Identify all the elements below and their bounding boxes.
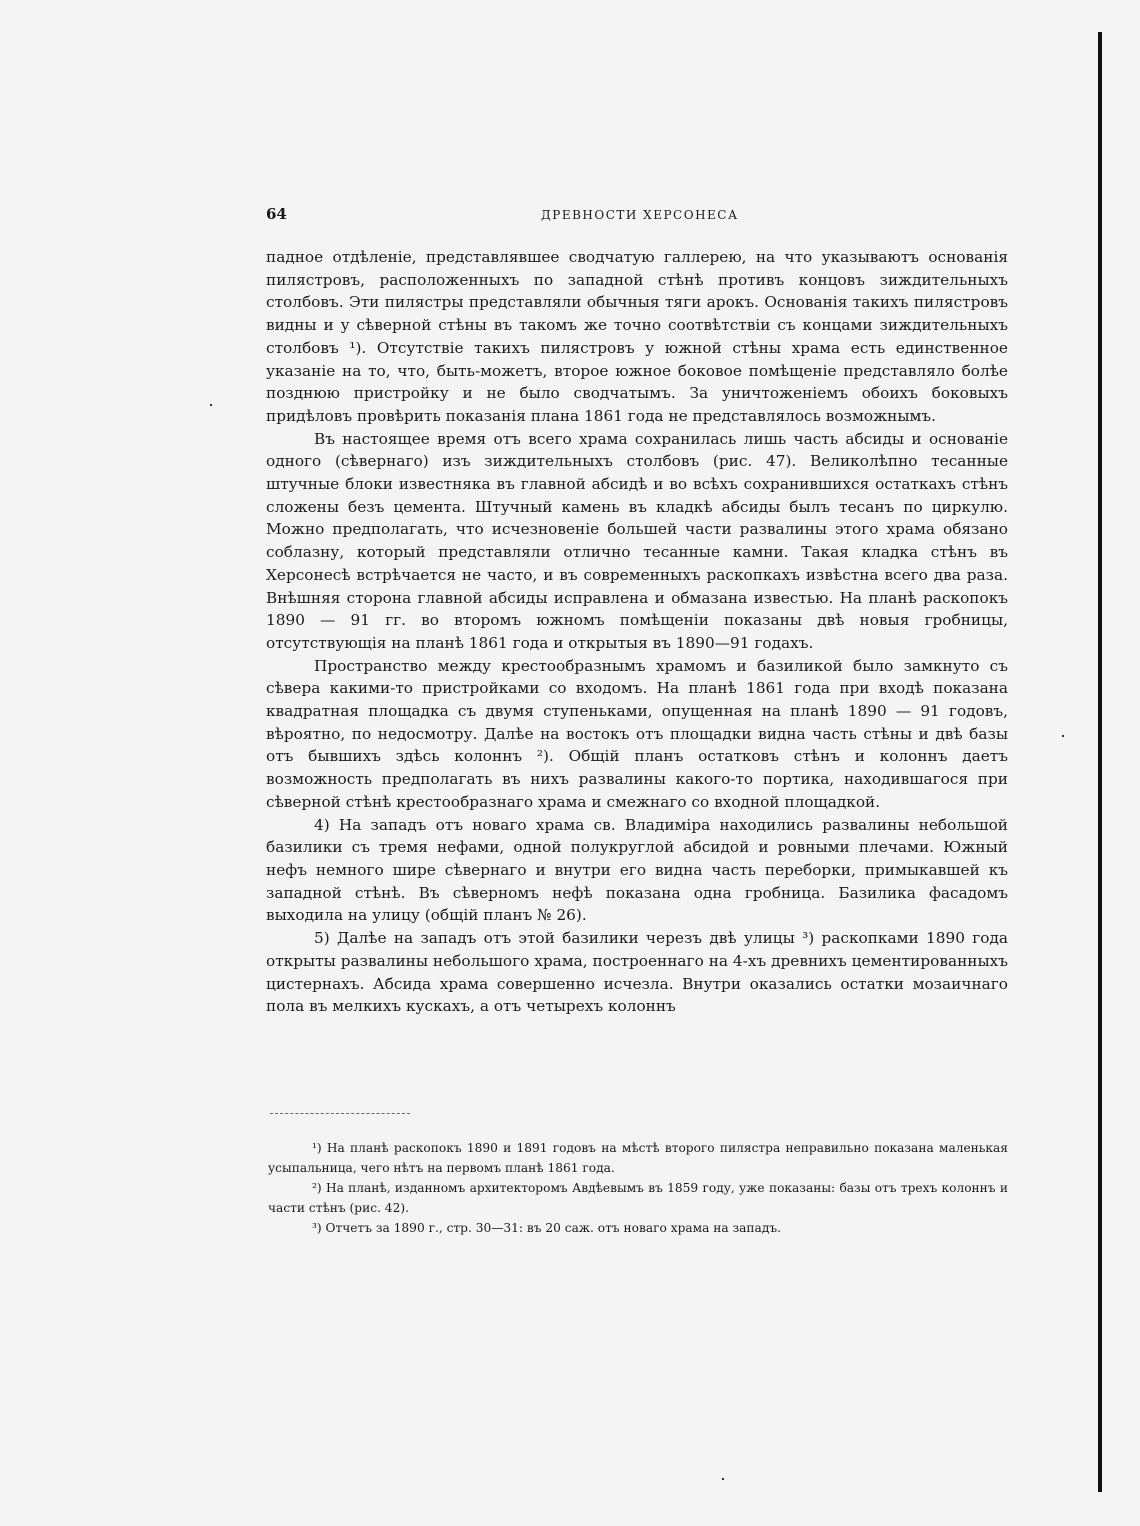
page-header (266, 205, 1008, 227)
running-title: ДРЕВНОСТИ ХЕРСОНЕСА (541, 208, 739, 222)
footnotes (268, 1138, 1008, 1238)
scan-speck (210, 404, 212, 406)
scan-speck (722, 1478, 724, 1480)
main-text (266, 246, 1008, 1018)
scan-speck (1062, 735, 1064, 737)
paragraph: Въ настоящее время отъ всего храма сохранилась лишь часть абсиды и основаніе одного (сѣвернаго) изъ зиждительныхъ столбовъ (рис. 47). Великолѣпно тесанные штучные блоки известняка въ главной абсидѣ и во всѣхъ сохранившихся остаткахъ стѣнъ сложены безъ цемента. Штучный камень въ кладкѣ абсиды былъ тесанъ по циркулю. Можно предполагать, что исчезновеніе большей части развалины этого храма обязано соблазну, который представляли отлично тесанные камни. Такая кладка стѣнъ въ Херсонесѣ встрѣчается не часто, и въ современныхъ раскопкахъ извѣстна всего два раза. Внѣшняя сторона главной абсиды исправлена и обмазана известью. На планѣ раскопокъ 1890 — 91 гг. во второмъ южномъ помѣщеніи показаны двѣ новыя гробницы, отсутствующія на планѣ 1861 года и открытыя въ 1890—91 годахъ. (266, 429, 1008, 652)
paragraph: 5) Далѣе на западъ отъ этой базилики черезъ двѣ улицы ³) раскопками 1890 года открыты развалины небольшого храма, построеннаго на 4-хъ древнихъ цементированныхъ цистернахъ. Абсида храма совершенно исчезла. Внутри оказались остатки мозаичнаго пола въ мелкихъ кускахъ, а отъ четырехъ колоннъ (266, 929, 1008, 1016)
footnote: ³) Отчетъ за 1890 г., стр. 30—31: въ 20 саж. отъ новаго храма на западъ. (312, 1221, 781, 1235)
footnote: ¹) На планѣ раскопокъ 1890 и 1891 годовъ на мѣстѣ второго пилястра неправильно показана маленькая усыпальница, чего нѣтъ на первомъ планѣ 1861 года. (268, 1141, 1008, 1175)
scan-edge-line (1098, 32, 1102, 1492)
footnote: ²) На планѣ, изданномъ архитекторомъ Авдѣевымъ въ 1859 году, уже показаны: базы отъ трехъ колоннъ и части стѣнъ (рис. 42). (268, 1181, 1008, 1215)
paragraph: падное отдѣленіе, представлявшее сводчатую галлерею, на что указываютъ основанія пилястровъ, расположенныхъ по западной стѣнѣ противъ концовъ зиждительныхъ столбовъ. Эти пилястры представляли обычныя тяги арокъ. Основанія такихъ пилястровъ видны и у сѣверной стѣны въ такомъ же точно соотвѣтствіи съ концами зиждительныхъ столбовъ ¹). Отсутствіе такихъ пилястровъ у южной стѣны храма есть единственное указаніе на то, что, быть-можетъ, второе южное боковое помѣщеніе представляло болѣе позднюю пристройку и не было сводчатымъ. За уничтоженіемъ обоихъ боковыхъ придѣловъ провѣрить показанія плана 1861 года не представлялось возможнымъ. (266, 248, 1008, 425)
paragraph: 4) На западъ отъ новаго храма св. Владиміра находились развалины небольшой базилики съ тремя нефами, одной полукруглой абсидой и ровными плечами. Южный нефъ немного шире сѣвернаго и внутри его видна часть переборки, примыкавшей къ западной стѣнѣ. Въ сѣверномъ нефѣ показана одна гробница. Базилика фасадомъ выходила на улицу (общій планъ № 26). (266, 815, 1008, 925)
footnote-separator (270, 1113, 410, 1115)
paragraph: Пространство между крестообразнымъ храмомъ и базиликой было замкнуто съ сѣвера какими-то пристройками со входомъ. На планѣ 1861 года при входѣ показана квадратная площадка съ двумя ступеньками, опущенная на планѣ 1890 — 91 годовъ, вѣроятно, по недосмотру. Далѣе на востокъ отъ площадки видна часть стѣны и двѣ базы отъ бывшихъ здѣсь колоннъ ²). Общій планъ остатковъ стѣнъ и колоннъ даетъ возможность предполагать въ нихъ развалины какого-то портика, находившагося при сѣверной стѣнѣ крестообразнаго храма и смежнаго со входной площадкой. (266, 656, 1008, 811)
page-number: 64 (266, 205, 287, 223)
